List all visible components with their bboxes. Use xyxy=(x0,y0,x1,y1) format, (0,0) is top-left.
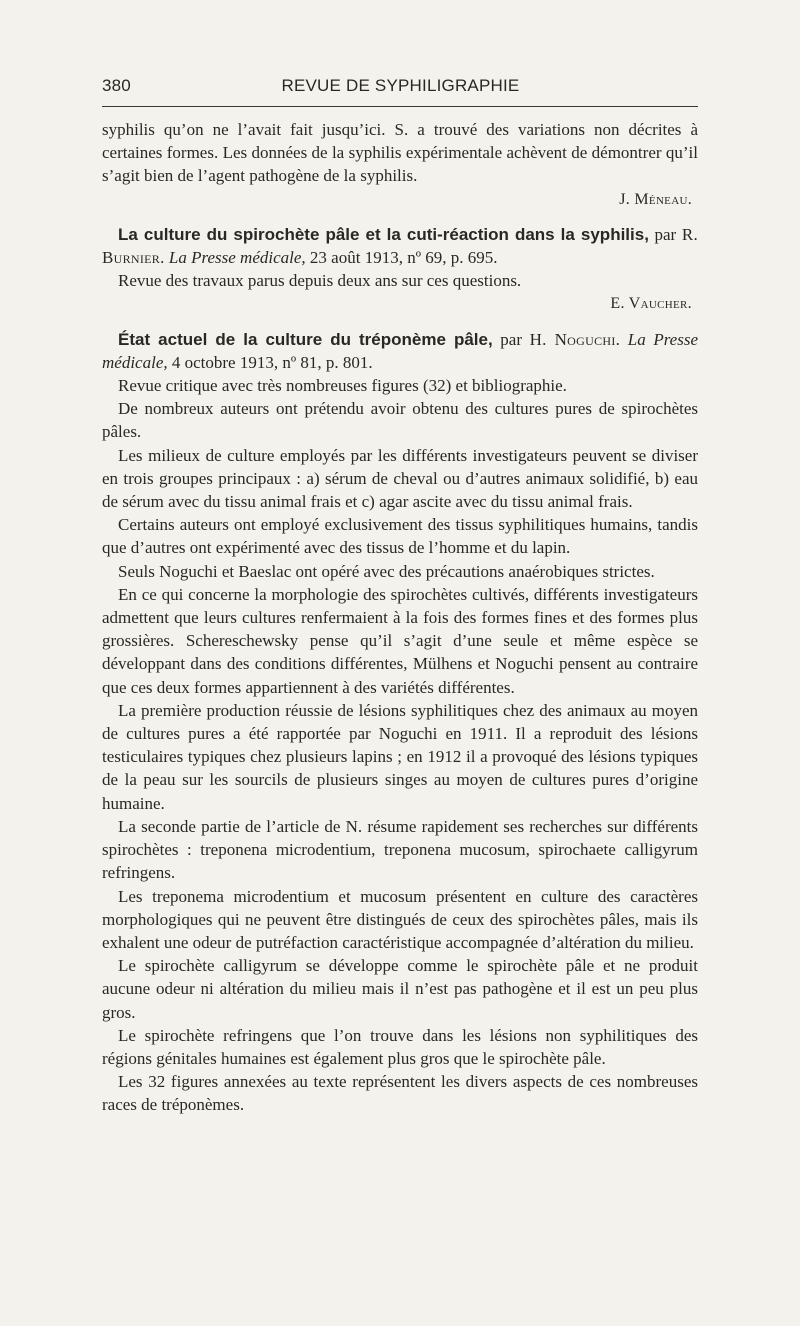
entry2-author: H. Noguchi. xyxy=(529,329,621,349)
paragraph: La première production réussie de lésions syphilitiques chez des animaux au moyen de cultures pures a été rapportée par Noguchi en 1911. Il a reproduit des lésions testiculaires typiques chez plusieurs lapins ; en 1912 il a provoqué des lésions typiques de la peau sur les sourcils de plusieurs singes au moyen de cultures pures d’origine humaine. xyxy=(102,700,698,813)
intro-paragraph: syphilis qu’on ne l’avait fait jusqu’ici. S. a trouvé des variations non décrites à certaines formes. Les données de la syphilis expérimentale achèvent de démontrer qu’il s’agit bien de l’agent pathogène de la syphilis. xyxy=(102,120,698,186)
entry2-by: par xyxy=(500,329,523,349)
paragraph: Les treponema microdentium et mucosum présentent en culture des caractères morphologiques qui ne peuvent être distingués de ceux des spirochètes pâles, mais ils exhalent une odeur de putréfaction caractéristique accompagnée d’altération du milieu. xyxy=(102,886,698,952)
paragraph: Les milieux de culture employés par les différents investigateurs peuvent se diviser en trois groupes principaux : a) sérum de cheval ou d’autres animaux solidifié, b) eau de sérum avec du tissu animal frais et c) agar ascite avec du tissu animal frais. xyxy=(102,445,698,512)
entry1-heading: La culture du spirochète pâle et la cuti-réaction dans la syphilis, xyxy=(118,224,649,244)
entry2-citation xyxy=(102,328,698,374)
entry1-by: par xyxy=(654,224,677,244)
intro-signature: J. Méneau. xyxy=(619,190,692,208)
review-entry-1 xyxy=(102,223,698,316)
running-header xyxy=(102,76,698,107)
paragraph: La seconde partie de l’article de N. résume rapidement ses recherches sur différents spirochètes : treponena microdentium, treponena mucosum, spirochaete calligyrum refringens. xyxy=(102,816,698,883)
document-page xyxy=(102,76,698,1117)
entry1-citation xyxy=(102,223,698,269)
entry1-summary: Revue des travaux parus depuis deux ans sur ces questions. xyxy=(118,271,522,291)
article-body xyxy=(102,118,698,1117)
entry1-reference: 23 août 1913, nº 69, p. 695. xyxy=(309,248,498,268)
journal-title: REVUE DE SYPHILIGRAPHIE xyxy=(281,76,520,95)
paragraph: Les 32 figures annexées au texte représentent les divers aspects de ces nombreuses races de tréponèmes. xyxy=(102,1072,698,1115)
entry1-signature: E. Vaucher. xyxy=(610,295,692,313)
paragraph: Le spirochète refringens que l’on trouve dans les lésions non syphilitiques des régions génitales humaines est également plus gros que le spirochète pâle. xyxy=(102,1025,698,1068)
entry1-author: R. Burnier. xyxy=(102,224,699,268)
paragraph: Seuls Noguchi et Baeslac ont opéré avec des précautions anaérobiques strictes. xyxy=(118,561,655,581)
entry2-reference: 4 octobre 1913, nº 81, p. 801. xyxy=(171,352,373,372)
entry2-heading: État actuel de la culture du tréponème pâle, xyxy=(118,329,493,349)
entry2-journal: La Presse médicale, xyxy=(102,329,699,372)
paragraph: Revue critique avec très nombreuses figures (32) et bibliographie. xyxy=(118,376,567,396)
page-number: 380 xyxy=(102,76,131,95)
review-entry-2 xyxy=(102,328,698,1117)
entry1-journal: La Presse médicale, xyxy=(168,248,306,268)
paragraph: En ce qui concerne la morphologie des spirochètes cultivés, différents investigateurs admettent que leurs cultures renfermaient à la fois des formes fines et des formes plus grossières. Schereschewsky pense qu’il s’agit d’une seule et même espèce se développant dans des conditions différentes, Mülhens et Noguchi pensent au contraire que ces deux formes appartiennent à des variétés différentes. xyxy=(102,584,698,697)
paragraph: Certains auteurs ont employé exclusivement des tissus syphilitiques humains, tandis que d’autres ont expérimenté avec des tissus de l’homme et du lapin. xyxy=(102,515,698,558)
paragraph: Le spirochète calligyrum se développe comme le spirochète pâle et ne produit aucune odeur ni altération du milieu mais il n’est pas pathogène et il est un peu plus gros. xyxy=(102,956,698,1022)
paragraph: De nombreux auteurs ont prétendu avoir obtenu des cultures pures de spirochètes pâles. xyxy=(102,399,698,442)
